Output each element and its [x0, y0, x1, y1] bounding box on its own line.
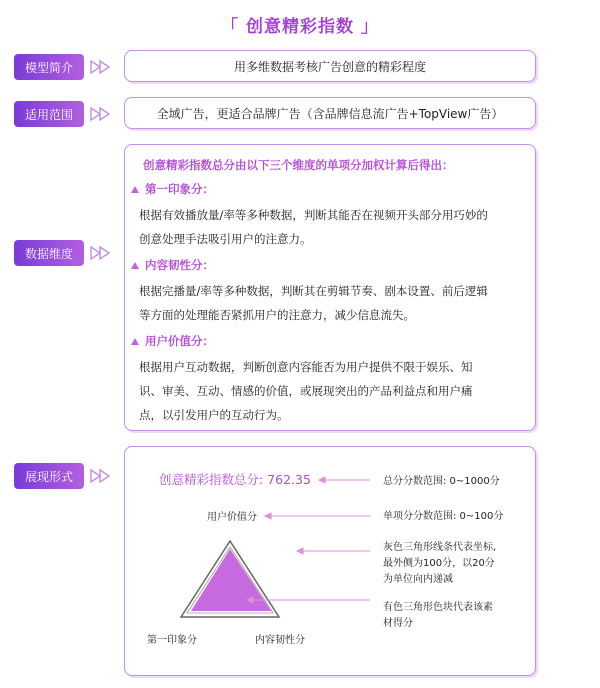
note-colored-triangle-2: 材得分	[383, 618, 413, 629]
desc-line: 根据用户互动数据，判断创意内容能否为用户提供不限于娱乐、知	[139, 360, 473, 374]
arrow-head	[319, 477, 325, 483]
dimension-heading-text: 用户价值分：	[145, 334, 214, 348]
triangle-bullet-icon	[131, 186, 139, 193]
arrow-head	[297, 548, 303, 554]
desc-line: 识、审美、互动、情感的价值，或展现突出的产品利益点和用户痛	[139, 384, 473, 398]
note-single-range: 单项分分数范围: 0~100分	[383, 511, 504, 522]
model-intro-box	[124, 50, 536, 82]
double-arrow-icon	[90, 59, 112, 75]
label-display: 展现形式	[14, 463, 84, 489]
triangle-bullet-icon	[131, 262, 139, 269]
dimension-heading	[131, 181, 535, 197]
vertex-label-first-impression: 第一印象分	[147, 635, 197, 646]
arrow-head	[265, 513, 271, 519]
dimension-desc	[139, 279, 521, 327]
vertex-label-user-value: 用户价值分	[207, 512, 257, 523]
model-intro-text: 用多维数据考核广告创意的精彩程度	[233, 59, 426, 74]
note-gray-triangle-2: 最外侧为100分，以20分	[383, 558, 495, 569]
dimension-heading-text: 内容韧性分：	[145, 258, 214, 272]
label-scope: 适用范围	[14, 101, 84, 127]
page-title: 「 创意精彩指数 」	[221, 17, 379, 37]
dimension-heading	[131, 333, 535, 349]
label-model-intro: 模型简介	[14, 54, 84, 80]
double-arrow-icon	[90, 106, 112, 122]
desc-line: 根据有效播放量/率等多种数据，判断其能否在视频开头部分用巧妙的	[139, 208, 488, 222]
score-triangle	[191, 549, 271, 611]
scope-box	[124, 97, 536, 129]
note-gray-triangle-3: 为单位向内递减	[383, 574, 453, 585]
desc-line: 根据完播量/率等多种数据，判断其在剪辑节奏、剧本设置、前后逻辑	[139, 284, 488, 298]
label-dimensions: 数据维度	[14, 240, 84, 266]
dimension-desc	[139, 355, 521, 427]
scope-text: 全域广告，更适合品牌广告（含品牌信息流广告+TopView广告）	[156, 106, 504, 121]
display-box	[124, 446, 536, 676]
double-arrow-icon	[90, 468, 112, 484]
desc-line: 点，以引发用户的互动行为。	[139, 408, 289, 422]
note-colored-triangle-1: 有色三角形色块代表该素	[383, 602, 493, 613]
display-diagram	[125, 447, 535, 675]
note-total-range: 总分分数范围: 0~1000分	[383, 476, 500, 487]
total-score-label: 创意精彩指数总分: 762.35	[159, 472, 311, 487]
dimension-heading	[131, 257, 535, 273]
dimensions-box	[124, 144, 536, 431]
desc-line: 创意处理手法吸引用户的注意力。	[139, 232, 312, 246]
dimension-heading-text: 第一印象分：	[145, 182, 214, 196]
dimensions-intro: 创意精彩指数总分由以下三个维度的单项分加权计算后得出：	[143, 158, 454, 172]
desc-line: 等方面的处理能否紧抓用户的注意力，减少信息流失。	[139, 308, 415, 322]
vertex-label-content-resilience: 内容韧性分	[255, 635, 305, 646]
double-arrow-icon	[90, 245, 112, 261]
triangle-bullet-icon	[131, 338, 139, 345]
dimension-desc	[139, 203, 521, 251]
note-gray-triangle-1: 灰色三角形线条代表坐标,	[383, 542, 497, 553]
